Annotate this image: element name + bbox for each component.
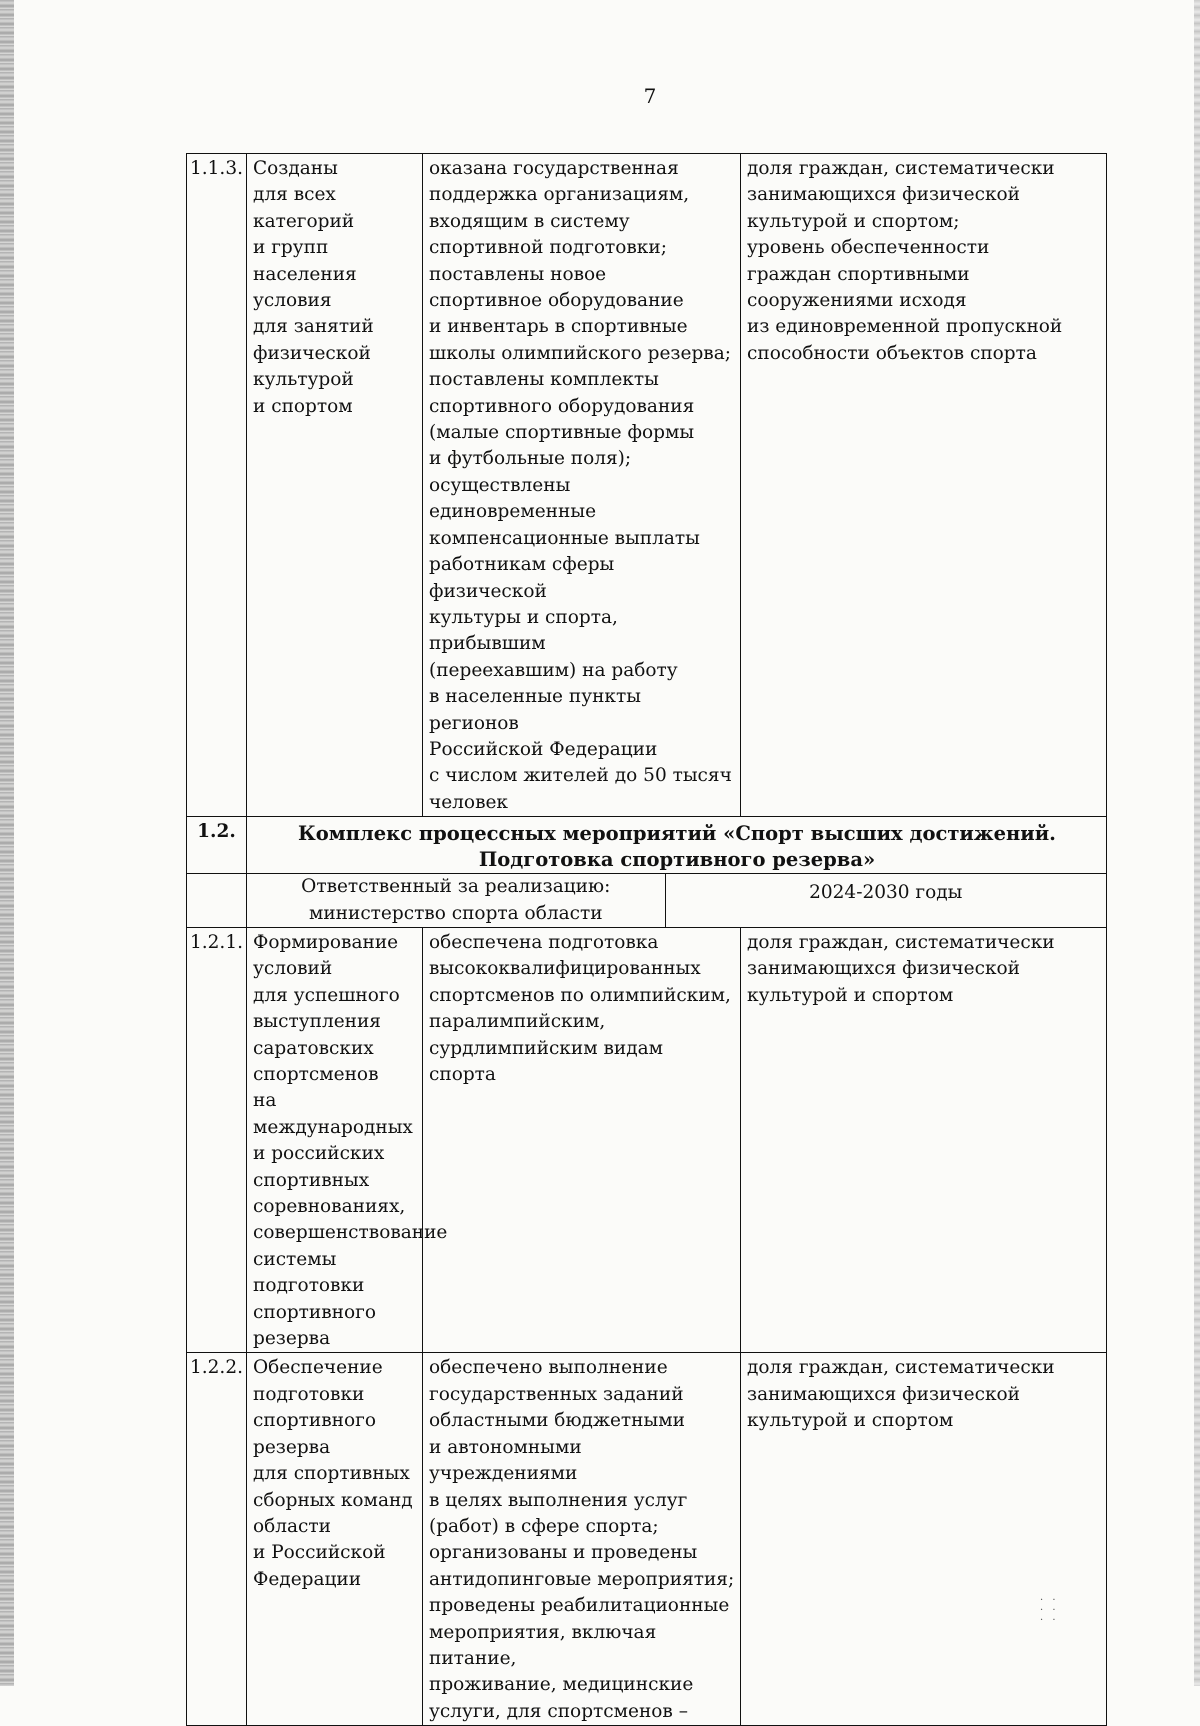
- empty-cell: [187, 874, 247, 928]
- program-table: [186, 153, 1107, 1726]
- scan-left-edge: [0, 0, 14, 1686]
- task-title: Обеспечение подготовки спортивного резерва для спортивных сборных команд области и Российской Федерации: [247, 1353, 423, 1726]
- scan-noise: · · · · · ·: [1040, 1595, 1059, 1626]
- row-number: 1.1.3.: [187, 154, 247, 817]
- responsible-inner: [247, 874, 1106, 927]
- section-number: 1.2.: [187, 817, 247, 874]
- section-row: [187, 817, 1107, 874]
- task-indicators: доля граждан, систематически занимающихся физической культурой и спортом: [741, 927, 1107, 1353]
- implementation-period: 2024-2030 годы: [809, 882, 963, 904]
- task-indicators: доля граждан, систематически занимающихся физической культурой и спортом: [741, 1353, 1107, 1726]
- table-row: [187, 154, 1107, 817]
- page-number: 7: [643, 84, 657, 108]
- task-results: обеспечена подготовка высококвалифицированных спортсменов по олимпийским, паралимпийским, сурдлимпийским видам спорта: [423, 927, 741, 1353]
- row-number: 1.2.2.: [187, 1353, 247, 1726]
- responsible-executor: Ответственный за реализацию: министерство спорта области: [247, 874, 665, 927]
- section-title: Комплекс процессных мероприятий «Спорт высших достижений. Подготовка спортивного резерва»: [247, 817, 1107, 874]
- table-row: [187, 1353, 1107, 1726]
- scan-right-edge: [1194, 0, 1200, 1686]
- task-indicators: доля граждан, систематически занимающихся физической культурой и спортом; уровень обеспеченности граждан спортивными сооружениями исходя из единовременной пропускной способности объектов спорта: [741, 154, 1107, 817]
- row-number: 1.2.1.: [187, 927, 247, 1353]
- task-title: Созданы для всех категорий и групп населения условия для занятий физической культурой и спортом: [247, 154, 423, 817]
- task-results: оказана государственная поддержка организациям, входящим в систему спортивной подготовки; поставлены новое спортивное оборудование и инвентарь в спортивные школы олимпийского резерва; поставлены комплекты спортивного оборудования (малые спортивные формы и футбольные поля); осуществлены единовременные компенсационные выплаты работникам сферы физической культуры и спорта, прибывшим (переехавшим) на работу в населенные пункты регионов Российской Федерации с числом жителей до 50 тысяч человек: [423, 154, 741, 817]
- task-title: Формирование условий для успешного выступления саратовских спортсменов на международных и российских спортивных соревнованиях, совершенствование системы подготовки спортивного резерва: [247, 927, 423, 1353]
- table-row: [187, 927, 1107, 1353]
- task-results: обеспечено выполнение государственных заданий областными бюджетными и автономными учреждениями в целях выполнения услуг (работ) в сфере спорта; организованы и проведены антидопинговые мероприятия; проведены реабилитационные мероприятия, включая питание, проживание, медицинские услуги, для спортсменов –: [423, 1353, 741, 1726]
- responsible-row: [187, 874, 1107, 928]
